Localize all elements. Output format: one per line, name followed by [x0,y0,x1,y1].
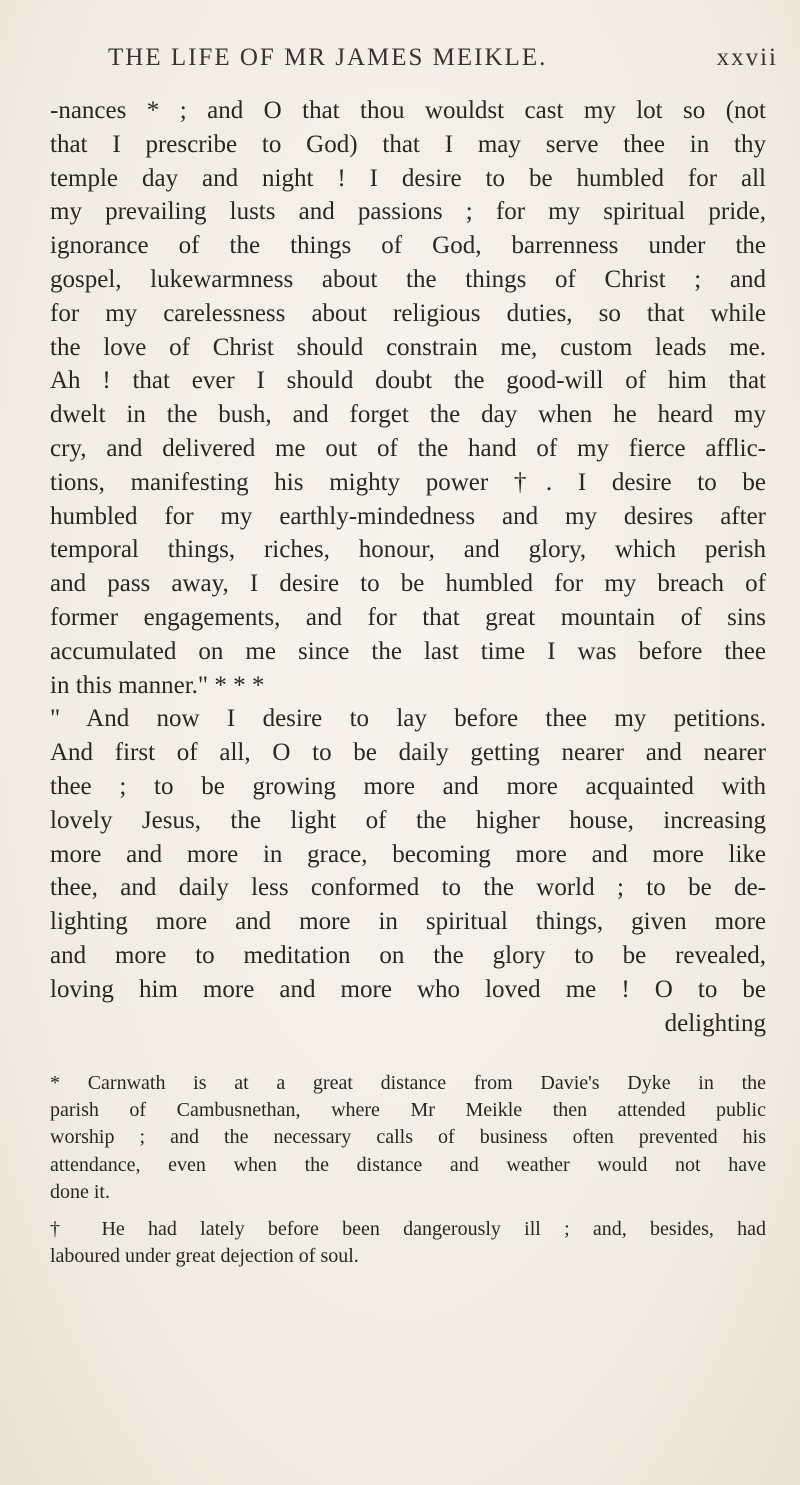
text-line: for my carelessness about religious duties, so that while [50,299,766,327]
running-head-title: THE LIFE OF MR JAMES MEIKLE. [108,44,548,71]
catchword: delighting [664,1009,766,1037]
text-line: the love of Christ should constrain me, custom leads me. [50,333,766,361]
footnote-line: done it. [50,1180,110,1203]
body-text [50,94,766,1040]
text-line: ignorance of the things of God, barrenness under the [50,232,766,260]
text-line: lovely Jesus, the light of the higher house, increasing [50,806,766,834]
running-head [108,44,778,78]
text-line: lighting more and more in spiritual things, given more [50,908,766,936]
footnote-illness [50,1216,766,1270]
text-line: gospel, lukewarmness about the things of Christ ; and [50,265,766,293]
text-line: loving him more and more who loved me ! O to be [50,975,766,1003]
text-line: thee, and daily less conformed to the world ; to be de- [50,874,766,902]
text-line: tions, manifesting his mighty power †. I desire to be [50,468,766,496]
text-line: temple day and night ! I desire to be humbled for all [50,164,766,192]
footnotes [50,1070,766,1270]
text-line: temporal things, riches, honour, and glory, which perish [50,536,766,564]
text-line: accumulated on me since the last time I was before thee [50,637,766,665]
text-line: " And now I desire to lay before thee my petitions. [50,705,766,733]
text-line: more and more in grace, becoming more and more like [50,840,766,868]
text-line: former engagements, and for that great mountain of sins [50,603,766,631]
text-line: cry, and delivered me out of the hand of my fierce afflic- [50,434,766,462]
footnote-line: parish of Cambusnethan, where Mr Meikle then attended public [50,1099,766,1122]
text-line: and more to meditation on the glory to be revealed, [50,941,766,969]
text-line: that I prescribe to God) that I may serve thee in thy [50,130,766,158]
page-number: xxvii [716,44,778,71]
footnote-line: worship ; and the necessary calls of business often prevented his [50,1126,766,1149]
footnote-carnwath [50,1070,766,1206]
footnote-line: attendance, even when the distance and weather would not have [50,1153,766,1176]
text-line: dwelt in the bush, and forget the day when he heard my [50,401,766,429]
text-line: humbled for my earthly-mindedness and my desires after [50,502,766,530]
footnote-line: * Carnwath is at a great distance from Davie's Dyke in the [50,1072,766,1094]
footnote-line: laboured under great dejection of soul. [50,1245,359,1268]
text-line: and pass away, I desire to be humbled for my breach of [50,570,766,598]
text-line: Ah ! that ever I should doubt the good-will of him that [50,367,766,395]
text-line: in this manner." * * * [50,671,265,699]
text-line: thee ; to be growing more and more acquainted with [50,772,766,800]
footnote-line: † He had lately before been dangerously ill ; and, besides, had [50,1217,766,1240]
text-line: my prevailing lusts and passions ; for my spiritual pride, [50,198,766,226]
text-line: And first of all, O to be daily getting nearer and nearer [50,739,766,767]
text-line: -nances * ; and O that thou wouldst cast my lot so (not [50,97,766,124]
